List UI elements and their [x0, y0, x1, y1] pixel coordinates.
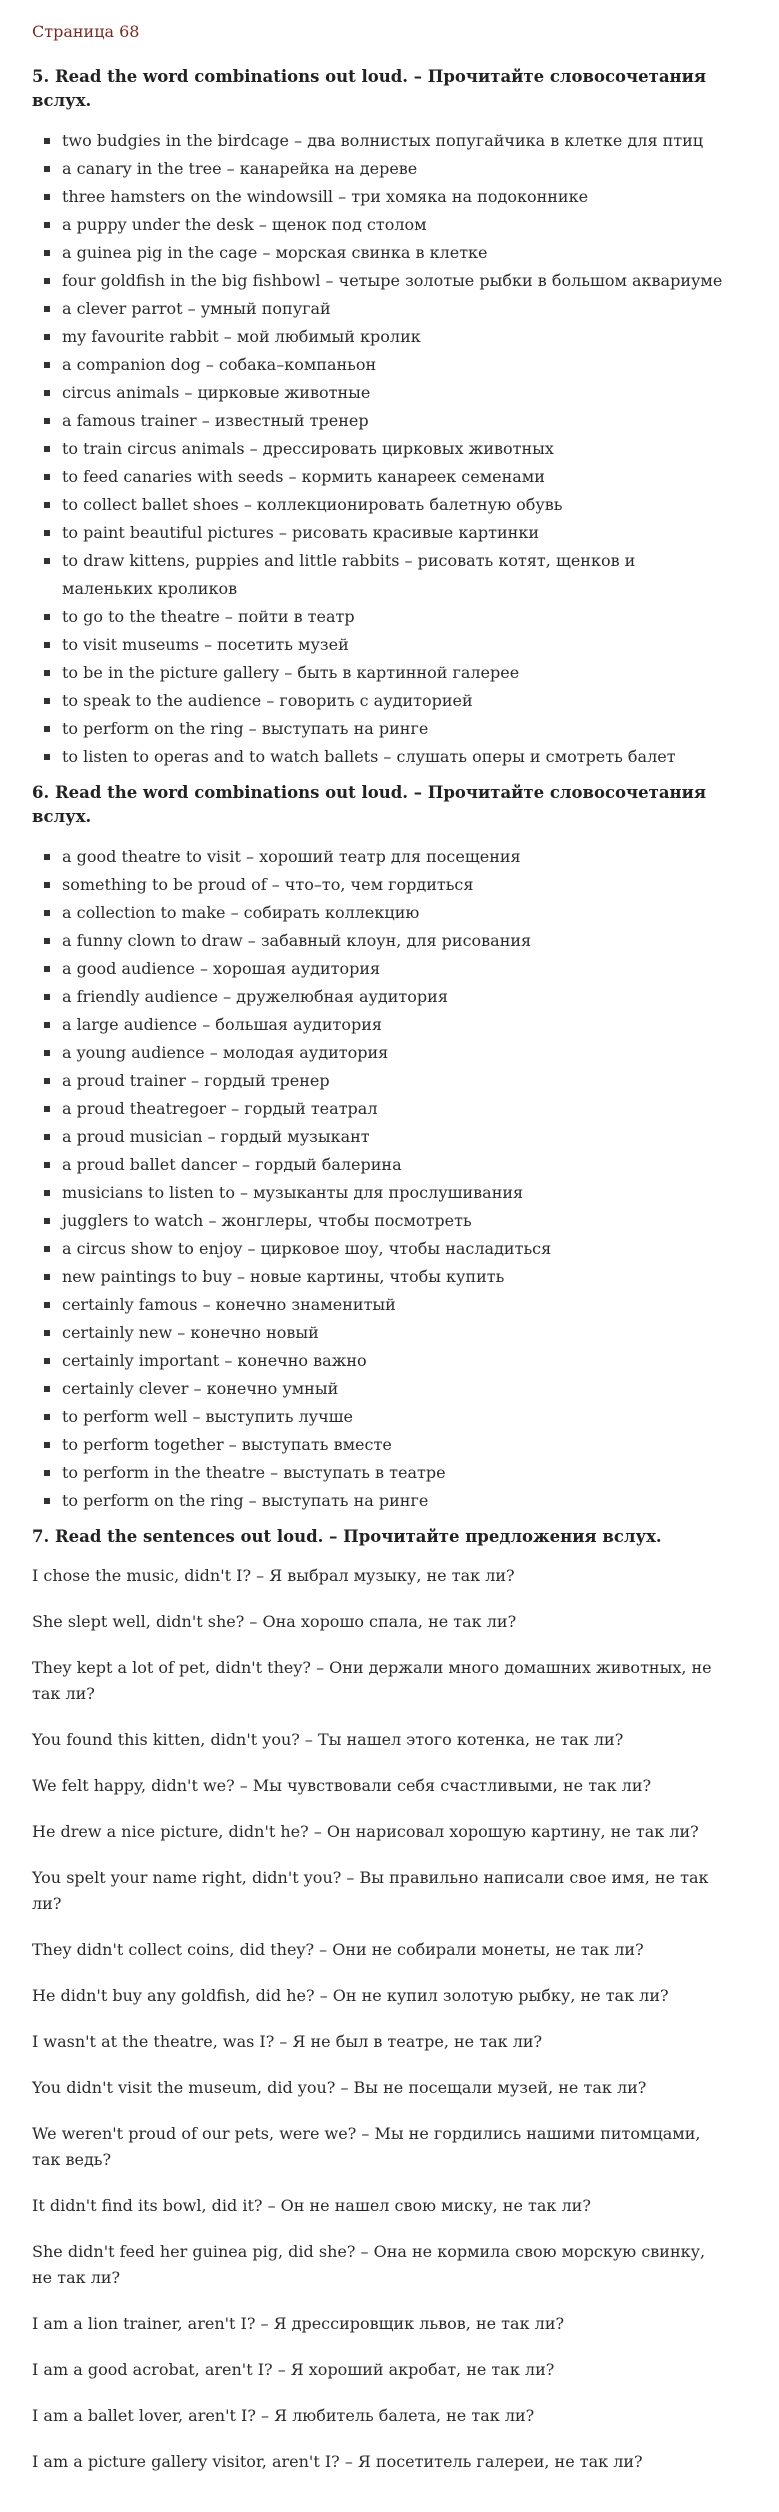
- list-item: to collect ballet shoes – коллекционировать балетную обувь: [62, 491, 749, 519]
- list-item: a guinea pig in the cage – морская свинка в клетке: [62, 239, 749, 267]
- sentence: I am a lion trainer, aren't I? – Я дрессировщик львов, не так ли?: [32, 2314, 565, 2333]
- list-item: to perform on the ring – выступать на ринге: [62, 1487, 749, 1515]
- sentence: You spelt your name right, didn't you? – Вы правильно написали свое имя, не так ли?: [32, 1868, 709, 1913]
- list-item: to perform together – выступать вместе: [62, 1431, 749, 1459]
- list-item: certainly important – конечно важно: [62, 1347, 749, 1375]
- section-5-heading: 5. Read the word combinations out loud. – Прочитайте словосочетания вслух.: [32, 67, 707, 110]
- list-item: to perform on the ring – выступать на ринге: [62, 715, 749, 743]
- sentence: She slept well, didn't she? – Она хорошо спала, не так ли?: [32, 1612, 517, 1631]
- section-7-sentences: [32, 1563, 749, 2475]
- list-item: a good theatre to visit – хороший театр для посещения: [62, 843, 749, 871]
- list-item: to visit museums – посетить музей: [62, 631, 749, 659]
- list-item: to paint beautiful pictures – рисовать красивые картинки: [62, 519, 749, 547]
- list-item: a friendly audience – дружелюбная аудитория: [62, 983, 749, 1011]
- list-item: certainly clever – конечно умный: [62, 1375, 749, 1403]
- list-item: a clever parrot – умный попугай: [62, 295, 749, 323]
- list-item: a collection to make – собирать коллекцию: [62, 899, 749, 927]
- section-7-heading: 7. Read the sentences out loud. – Прочитайте предложения вслух.: [32, 1527, 662, 1546]
- sentence: You found this kitten, didn't you? – Ты нашел этого котенка, не так ли?: [32, 1730, 624, 1749]
- list-item: circus animals – цирковые животные: [62, 379, 749, 407]
- list-item: four goldfish in the big fishbowl – четыре золотые рыбки в большом аквариуме: [62, 267, 749, 295]
- sentence: You didn't visit the museum, did you? – Вы не посещали музей, не так ли?: [32, 2078, 647, 2097]
- list-item: to go to the theatre – пойти в театр: [62, 603, 749, 631]
- sentence: They kept a lot of pet, didn't they? – Они держали много домашних животных, не так ли?: [32, 1658, 712, 1703]
- list-item: to be in the picture gallery – быть в картинной галерее: [62, 659, 749, 687]
- list-item: two budgies in the birdcage – два волнистых попугайчика в клетке для птиц: [62, 127, 749, 155]
- list-item: certainly famous – конечно знаменитый: [62, 1291, 749, 1319]
- list-item: something to be proud of – что–то, чем гордиться: [62, 871, 749, 899]
- sentence: I wasn't at the theatre, was I? – Я не был в театре, не так ли?: [32, 2032, 543, 2051]
- page-title: Страница 68: [32, 22, 140, 41]
- sentence: We felt happy, didn't we? – Мы чувствовали себя счастливыми, не так ли?: [32, 1776, 652, 1795]
- list-item: new paintings to buy – новые картины, чтобы купить: [62, 1263, 749, 1291]
- list-item: jugglers to watch – жонглеры, чтобы посмотреть: [62, 1207, 749, 1235]
- list-item: to speak to the audience – говорить с аудиторией: [62, 687, 749, 715]
- list-item: a famous trainer – известный тренер: [62, 407, 749, 435]
- list-item: to listen to operas and to watch ballets – слушать оперы и смотреть балет: [62, 743, 749, 771]
- list-item: a circus show to enjoy – цирковое шоу, чтобы насладиться: [62, 1235, 749, 1263]
- sentence: I chose the music, didn't I? – Я выбрал музыку, не так ли?: [32, 1566, 515, 1585]
- list-item: three hamsters on the windowsill – три хомяка на подоконнике: [62, 183, 749, 211]
- list-item: a funny clown to draw – забавный клоун, для рисования: [62, 927, 749, 955]
- list-item: a proud musician – гордый музыкант: [62, 1123, 749, 1151]
- list-item: a proud theatregoer – гордый театрал: [62, 1095, 749, 1123]
- list-item: to feed canaries with seeds – кормить канареек семенами: [62, 463, 749, 491]
- list-item: musicians to listen to – музыканты для прослушивания: [62, 1179, 749, 1207]
- section-5-list: [32, 127, 749, 771]
- list-item: a puppy under the desk – щенок под столом: [62, 211, 749, 239]
- list-item: certainly new – конечно новый: [62, 1319, 749, 1347]
- sentence: He drew a nice picture, didn't he? – Он нарисовал хорошую картину, не так ли?: [32, 1822, 699, 1841]
- sentence: He didn't buy any goldfish, did he? – Он не купил золотую рыбку, не так ли?: [32, 1986, 669, 2005]
- sentence: I am a good acrobat, aren't I? – Я хороший акробат, не так ли?: [32, 2360, 555, 2379]
- list-item: to train circus animals – дрессировать цирковых животных: [62, 435, 749, 463]
- sentence: I am a picture gallery visitor, aren't I? – Я посетитель галереи, не так ли?: [32, 2452, 643, 2471]
- section-6-list: [32, 843, 749, 1515]
- list-item: to draw kittens, puppies and little rabbits – рисовать котят, щенков и маленьких кроликов: [62, 547, 749, 603]
- sentence: She didn't feed her guinea pig, did she? – Она не кормила свою морскую свинку, не так ли?: [32, 2242, 706, 2287]
- list-item: to perform well – выступить лучше: [62, 1403, 749, 1431]
- section-7: [32, 1525, 749, 2475]
- list-item: a good audience – хорошая аудитория: [62, 955, 749, 983]
- section-6: [32, 781, 749, 1515]
- sentence: They didn't collect coins, did they? – Они не собирали монеты, не так ли?: [32, 1940, 644, 1959]
- list-item: a proud trainer – гордый тренер: [62, 1067, 749, 1095]
- section-6-heading: 6. Read the word combinations out loud. – Прочитайте словосочетания вслух.: [32, 783, 707, 826]
- sentence: We weren't proud of our pets, were we? – Мы не гордились нашими питомцами, так ведь?: [32, 2124, 701, 2169]
- sentence: It didn't find its bowl, did it? – Он не нашел свою миску, не так ли?: [32, 2196, 591, 2215]
- list-item: my favourite rabbit – мой любимый кролик: [62, 323, 749, 351]
- list-item: a companion dog – собака–компаньон: [62, 351, 749, 379]
- sentence: I am a ballet lover, aren't I? – Я любитель балета, не так ли?: [32, 2406, 535, 2425]
- list-item: a young audience – молодая аудитория: [62, 1039, 749, 1067]
- list-item: a canary in the tree – канарейка на дереве: [62, 155, 749, 183]
- list-item: a large audience – большая аудитория: [62, 1011, 749, 1039]
- list-item: to perform in the theatre – выступать в театре: [62, 1459, 749, 1487]
- section-5: [32, 65, 749, 771]
- list-item: a proud ballet dancer – гордый балерина: [62, 1151, 749, 1179]
